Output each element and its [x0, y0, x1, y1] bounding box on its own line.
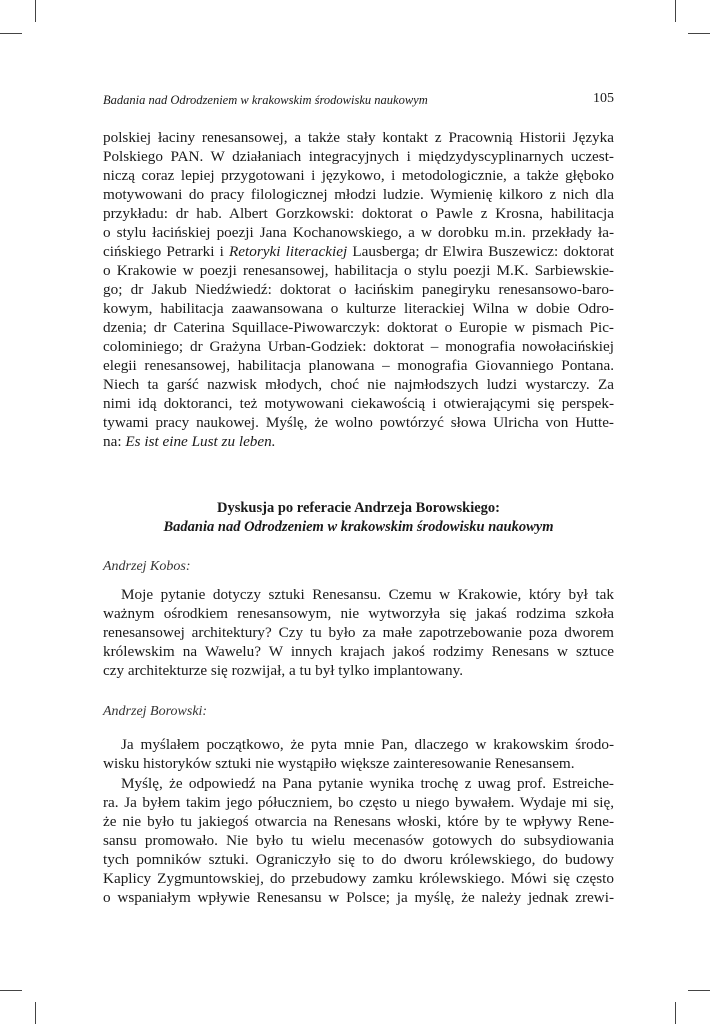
crop-mark-bottom-left-h — [0, 990, 22, 991]
text-line: czy architekturze się rozwijał, a tu był tylko implantowany. — [103, 662, 464, 679]
text-line: motywowani do pracy filologicznej młodzi ludzie. Wymienię kilkoro z nich dla — [103, 186, 614, 203]
text-line: kowym, habilitacja zaawansowana o kulturze literackiej Wilna w dobie Odro- — [103, 300, 614, 317]
text-line: o Krakowie w poezji renesansowej, habilitacja o stylu poezji M.K. Sarbiewskie- — [103, 262, 614, 279]
text-line: Myślę, że odpowiedź na Pana pytanie wynika trochę z uwag prof. Estreiche- — [121, 775, 614, 792]
text-line: wisku historyków sztuki nie wystąpiło większe zainteresowanie Renesansem. — [103, 755, 575, 772]
crop-mark-top-right — [675, 0, 676, 22]
text-line: Kaplicy Zygmuntowskiej, do przebudowy zamku królewskiego. Mówi się często — [103, 870, 614, 887]
crop-mark-top-left — [35, 0, 36, 22]
text-line: ważnym ośrodkiem renesansowym, nie wytworzyła się jakaś rodzima szkoła — [103, 605, 614, 622]
text-line: o wspaniałym wpływie Renesansu w Polsce; ja myślę, że należy jednak zrewi- — [103, 889, 614, 906]
paragraph-question — [103, 585, 614, 680]
text-line: tych pomników sztuki. Ograniczyło się to do dworu królewskiego, do budowy — [103, 851, 614, 868]
text-line: Moje pytanie dotyczy sztuki Renesansu. Czemu w Krakowie, który był tak — [121, 586, 614, 603]
text-line — [103, 432, 614, 451]
text-segment: na: — [103, 433, 126, 450]
text-line: colominiego; dr Grażyna Urban-Godziek: doktorat – monografia nowołacińskiej — [103, 338, 614, 355]
text-line: polskiej łaciny renesansowej, a także stały kontakt z Pracownią Historii Języka — [103, 129, 614, 146]
running-head-title: Badania nad Odrodzeniem w krakowskim środowisku naukowym — [103, 93, 428, 107]
crop-mark-top-right-h — [688, 33, 710, 34]
text-line: go; dr Jakub Niedźwiedź: doktorat o łacińskim panegiryku renesansowo-baro- — [103, 281, 614, 298]
speaker-name: Andrzej Kobos: — [103, 559, 191, 574]
text-line: Ja myślałem początkowo, że pyta mnie Pan, dlaczego w krakowskim środo- — [121, 736, 614, 753]
crop-mark-bottom-right — [675, 1002, 676, 1024]
paragraph-answer-1 — [103, 735, 614, 773]
text-line: Polskiego PAN. W działaniach integracyjnych i międzydyscyplinarnych uczest- — [103, 148, 614, 165]
text-line: królewskim na Wawelu? W innych krajach jakoś rodzimy Renesans w sztuce — [103, 643, 614, 660]
text-line: dzenia; dr Caterina Squillace-Piwowarczyk: doktorat o Europie w pismach Pic- — [103, 319, 614, 336]
page-number: 105 — [593, 91, 614, 106]
quote-italic: Es ist eine Lust zu leben. — [125, 433, 276, 450]
text-line: Niech ta garść nazwisk młodych, choć nie najmłodszych ludzi wystarczy. Za — [103, 376, 614, 393]
text-line: o stylu łacińskiej poezji Jana Kochanowskiego, a w dorobku m.in. przekłady ła- — [103, 224, 614, 241]
paragraph-main — [103, 128, 614, 451]
crop-mark-bottom-left — [35, 1002, 36, 1024]
text-line: renesansowej architektury? Czy tu było za małe zapotrzebowanie poza dworem — [103, 624, 614, 641]
text-segment: cińskiego Petrarki i — [103, 243, 230, 260]
paragraph-answer-2 — [103, 774, 614, 907]
book-title: Retoryki literackiej — [229, 243, 348, 260]
crop-mark-bottom-right-h — [688, 990, 710, 991]
text-line: że nie było tu jakiegoś otwarcia na Renesans włoski, które by te wpływy Rene- — [103, 813, 614, 830]
section-heading — [103, 499, 614, 537]
running-head — [103, 93, 614, 113]
text-line: sansu promowało. Nie było tu wielu mecenasów gotowych do subsydiowania — [103, 832, 614, 849]
text-line: ra. Ja byłem takim jego półuczniem, bo często u niego bywałem. Wydaje mi się, — [103, 794, 614, 811]
text-line: nimi idą doktoranci, też motywowani ciekawością i otwierającymi się perspek- — [103, 395, 614, 412]
text-line — [103, 242, 614, 261]
text-line: tywami pracy naukowej. Myślę, że wolno powtórzyć słowa Ulricha von Hutte- — [103, 414, 614, 431]
heading-line-1: Dyskusja po referacie Andrzeja Borowskiego: — [217, 500, 500, 516]
text-line: niczą coraz lepiej przygotowani i językowo, i metodologicznie, a także głęboko — [103, 167, 614, 184]
heading-line-2: Badania nad Odrodzeniem w krakowskim środowisku naukowym — [163, 519, 554, 535]
speaker-name: Andrzej Borowski: — [103, 704, 208, 719]
crop-mark-top-left-h — [0, 33, 22, 34]
text-line: elegii renesansowej, habilitacja planowana – monografia Giovanniego Pontana. — [103, 357, 614, 374]
text-segment: Lausberga; dr Elwira Buszewicz: doktorat — [347, 243, 614, 260]
text-line: przykładu: dr hab. Albert Gorzkowski: doktorat o Pawle z Krosna, habilitacja — [103, 205, 614, 222]
